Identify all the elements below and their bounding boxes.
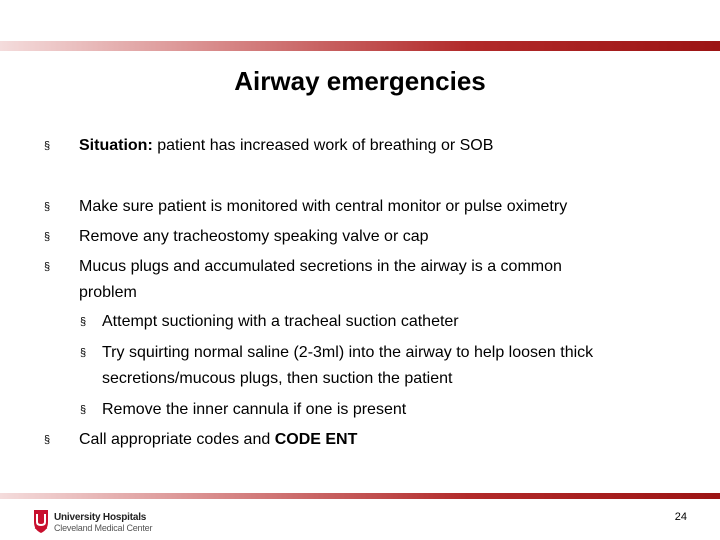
bullet-mucus-line2: problem [79,284,137,301]
situation-text: patient has increased work of breathing or SOB [152,137,494,154]
logo-line2: Cleveland Medical Center [54,523,153,533]
slide-title: Airway emergencies [234,66,486,96]
sub-bullet-icon: § [80,404,87,416]
bullet-monitor-text: Make sure patient is monitored with central monitor or pulse oximetry [79,198,568,215]
codes-text: Call appropriate codes and [79,431,275,448]
sub-bullet-icon: § [80,316,87,328]
bullet-mucus-line1: Mucus plugs and accumulated secretions in the airway is a common [79,258,562,275]
top-accent-bar [0,41,720,51]
university-hospitals-logo [32,506,162,536]
sub-bullet-suction-text: Attempt suctioning with a tracheal suction catheter [102,313,459,330]
logo-line1: University Hospitals [54,512,147,523]
bullet-icon: § [44,140,51,152]
bottom-accent-bar [0,493,720,499]
uh-shield-logo-icon [32,508,50,534]
bullet-icon: § [44,201,51,213]
sub-bullet-saline-line2: secretions/mucous plugs, then suction the patient [102,370,453,387]
bullet-icon: § [44,434,51,446]
bullet-icon: § [44,231,51,243]
bullet-icon: § [44,261,51,273]
bullet-remove-valve-text: Remove any tracheostomy speaking valve or cap [79,228,429,245]
sub-bullet-cannula-text: Remove the inner cannula if one is present [102,401,407,418]
situation-label: Situation: [79,137,153,154]
code-ent-label: CODE ENT [274,431,358,448]
sub-bullet-icon: § [80,347,87,359]
sub-bullet-saline-line1: Try squirting normal saline (2-3ml) into the airway to help loosen thick [102,344,594,361]
page-number: 24 [674,511,687,523]
